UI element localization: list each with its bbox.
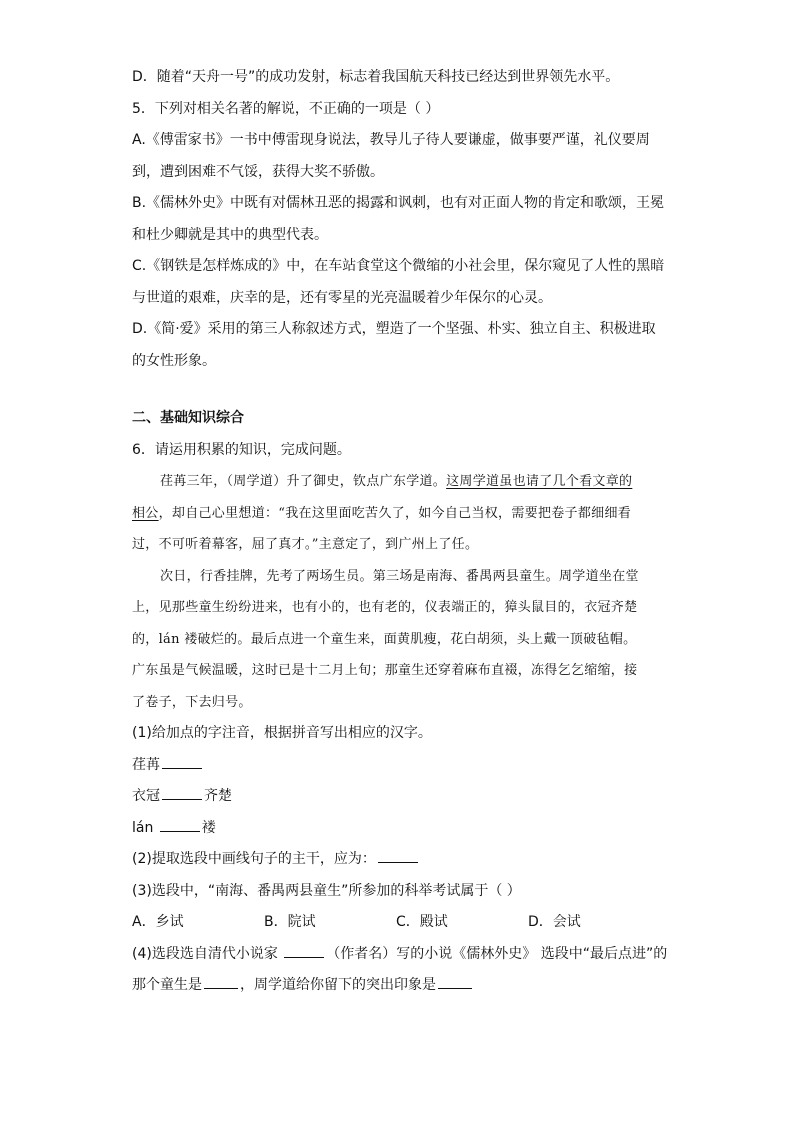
- underlined-sentence: 这周学道虽也请了几个看文章的: [446, 474, 633, 489]
- question-text: 那个童生是: [132, 977, 202, 993]
- option-d[interactable]: D．会试: [528, 914, 581, 930]
- passage-p2-line4: 广东虽是气候温暖，这时已是十二月上旬；那童生还穿着麻布直裰，冻得乞乞缩缩，接: [132, 663, 638, 678]
- passage-p2-line3: 的，lán 褛破烂的。最后点进一个童生来，面黄肌瘦，花白胡须，头上戴一顶破毡帽。: [132, 631, 637, 647]
- answer-blank[interactable]: [378, 848, 418, 863]
- option-b[interactable]: B．院试: [264, 914, 316, 930]
- word-label: 衣冠: [132, 788, 160, 804]
- q6-sub1: (1)给加点的字注音，根据拼音写出相应的汉字。: [132, 725, 432, 741]
- q6-sub1-item-c: [132, 813, 662, 845]
- reading-passage: [132, 466, 662, 718]
- answer-blank[interactable]: [438, 974, 472, 989]
- q5-option-b-line2: 和杜少卿就是其中的典型代表。: [132, 226, 328, 243]
- underlined-sentence-end: 相公: [132, 505, 159, 521]
- question-text: （作者名）写的小说《儒林外史》 选段中“最后点进”的: [326, 945, 668, 962]
- passage-p2-line2: 上，见那些童生纷纷进来，也有小的，也有老的，仪表端正的，獐头鼠目的，衣冠齐楚: [132, 600, 638, 615]
- q6-sub1-item-a: [132, 750, 662, 782]
- word-label: 齐楚: [204, 788, 232, 804]
- word-label: 褛: [201, 819, 216, 836]
- q6-sub1-item-b: [132, 781, 662, 813]
- q5-stem: 5．下列对相关名著的解说，不正确的一项是（ ）: [132, 100, 440, 117]
- passage-p2-line1: 次日，行香挂牌，先考了两场生员。第三场是南海、番禺两县童生。周学道坐在堂: [160, 568, 639, 584]
- q5-option-c-line2: 与世道的艰难，庆幸的是，还有零星的光亮温暖着少年保尔的心灵。: [132, 289, 552, 306]
- passage-text: 荏苒三年，（周学道）升了御史，钦点广东学道。: [160, 474, 447, 489]
- q5-option-c-line1: C.《钢铁是怎样炼成的》中，在车站食堂这个微缩的小社会里，保尔窥见了人性的黑暗: [132, 258, 665, 274]
- pinyin-label: lán: [132, 819, 158, 836]
- answer-blank[interactable]: [162, 785, 202, 800]
- section-title: 二、基础知识综合: [132, 410, 244, 426]
- q6-sub4-line1: [132, 939, 668, 971]
- answer-blank[interactable]: [160, 817, 200, 832]
- question-text: (2)提取选段中画线句子的主干，应为：: [132, 851, 376, 867]
- answer-blank[interactable]: [204, 974, 238, 989]
- q5-option-a-line1: A.《傅雷家书》一书中傅雷现身说法，教导儿子待人要谦虚，做事要严谨，礼仪要周: [132, 132, 650, 148]
- question-text: (4)选段选自清代小说家: [132, 945, 283, 962]
- passage-p1-line2: [132, 498, 662, 530]
- option-c[interactable]: C．殿试: [396, 914, 448, 930]
- q6-sub3: (3)选段中，“南海、番禺两县童生”所参加的科举考试属于（ ）: [132, 882, 521, 899]
- q6-sub4-line2: [132, 970, 662, 1002]
- q6-stem: 6．请运用积累的知识，完成问题。: [132, 441, 351, 458]
- passage-text: ，却自己心里想道：“我在这里面吃苦久了，如今自己当权，需要把卷子都细细看: [158, 505, 632, 521]
- q5-option-d-line1: D.《简·爱》采用的第三人称叙述方式，塑造了一个坚强、朴实、独立自主、积极进取: [132, 321, 656, 337]
- passage-p1-line1: [132, 466, 662, 498]
- question-text: ，周学道给你留下的突出印象是: [240, 977, 436, 993]
- passage-p2-line5: 了卷子，下去归号。: [132, 694, 252, 710]
- q5-option-d-line2: 的女性形象。: [132, 352, 216, 369]
- answer-blank[interactable]: [162, 754, 202, 769]
- q5-option-b-line1: B.《儒林外史》中既有对儒林丑恶的揭露和讽刺，也有对正面人物的肯定和歌颂，王冕: [132, 195, 665, 211]
- q5-option-a-line2: 到，遭到困难不气馁，获得大奖不骄傲。: [132, 163, 384, 180]
- word-label: 荏苒: [132, 756, 160, 773]
- option-a[interactable]: A．乡试: [132, 914, 184, 930]
- q6-sub3-options: [132, 907, 662, 939]
- passage-p1-line3: 过，不可听着幕客，屈了真才。”主意定了，到广州上了任。: [132, 537, 479, 552]
- section-gap: [132, 377, 662, 403]
- q4-option-d: D．随着“天舟一号”的成功发射，标志着我国航天科技已经达到世界领先水平。: [132, 69, 620, 85]
- exam-page: [132, 62, 668, 1002]
- answer-blank[interactable]: [284, 943, 324, 958]
- q6-sub2: [132, 844, 662, 876]
